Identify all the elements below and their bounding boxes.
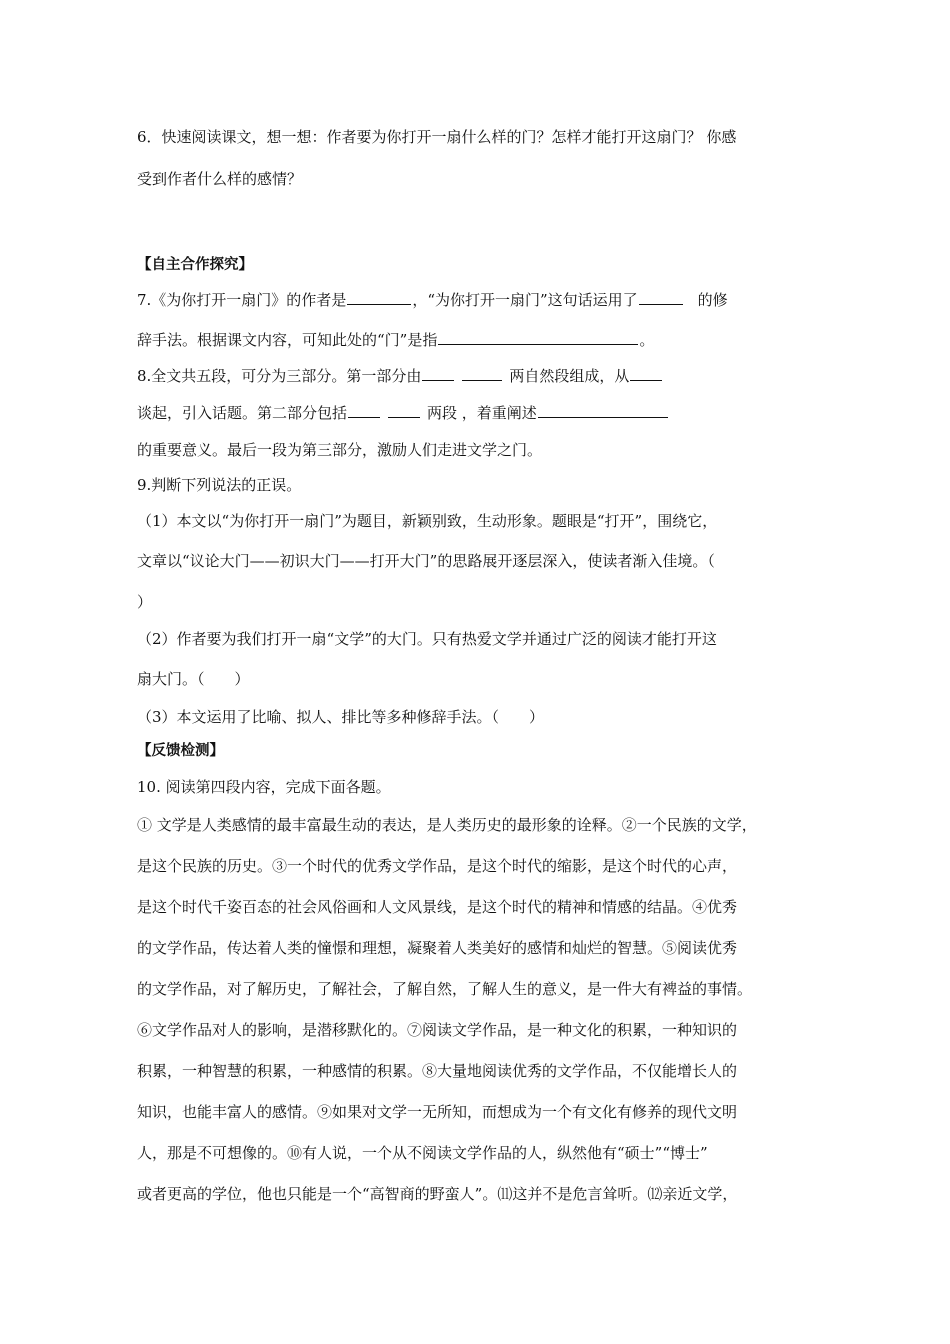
question-8-line-2	[137, 402, 669, 423]
section-heading-explore: 【自主合作探究】	[137, 257, 253, 273]
question-6-line-2: 受到作者什么样的感情？	[137, 170, 303, 188]
question-6-line-1: 6．快速阅读课文，想一想：作者要为你打开一扇什么样的门？怎样才能打开这扇门？ 你感	[137, 128, 737, 146]
question-9-statement-1-line-2: 文章以“议论大门——初识大门——打开大门”的思路展开逐层深入，使读者渐入佳境。（	[137, 552, 715, 570]
q8-blank-4[interactable]	[348, 402, 380, 418]
question-10-title: 10. 阅读第四段内容，完成下面各题。	[137, 778, 391, 796]
question-8-line-1	[137, 365, 663, 386]
question-9-statement-1-line-3: ）	[137, 593, 153, 611]
question-9-statement-3: （3）本文运用了比喻、拟人、排比等多种修辞手法。（ ）	[137, 708, 545, 726]
q7-blank-rhetoric[interactable]	[639, 289, 683, 305]
passage-line: 知识，也能丰富人的感情。⑨如果对文学一无所知，而想成为一个有文化有修养的现代文明	[137, 1103, 738, 1121]
question-9-statement-2-line-2: 扇大门。（ ）	[137, 670, 250, 688]
q8-text-a2: 两自然段组成，从	[509, 367, 630, 385]
q8-blank-1[interactable]	[422, 365, 454, 381]
q7-text-2: ，“为你打开一扇门”这句话运用了	[412, 291, 638, 309]
question-8-line-3: 的重要意义。最后一段为第三部分，激励人们走进文学之门。	[137, 441, 543, 459]
q8-blank-3[interactable]	[630, 365, 662, 381]
q8-blank-2[interactable]	[462, 365, 502, 381]
q7-blank-author[interactable]	[347, 289, 411, 305]
q7-blank-door-meaning[interactable]	[438, 329, 638, 345]
q7-text-5: 。	[639, 331, 655, 349]
q8-text-a1: 8.全文共五段，可分为三部分。第一部分由	[137, 367, 422, 385]
question-9-statement-2-line-1: （2）作者要为我们打开一扇“文学”的大门。只有热爱文学并通过广泛的阅读才能打开这	[137, 630, 717, 648]
passage-line: 或者更高的学位，他也只能是一个“高智商的野蛮人”。⑾这并不是危言耸听。⑿亲近文学，	[137, 1185, 738, 1203]
passage-line: 积累，一种智慧的积累，一种感情的积累。⑧大量地阅读优秀的文学作品，不仅能增长人的	[137, 1062, 738, 1080]
passage-line: 是这个民族的历史。③一个时代的优秀文学作品，是这个时代的缩影，是这个时代的心声，	[137, 857, 738, 875]
q8-text-b1: 谈起，引入话题。第二部分包括	[137, 404, 348, 422]
question-9-statement-1-line-1: （1）本文以“为你打开一扇门”为题目，新颖别致，生动形象。题眼是“打开”，围绕它，	[137, 512, 718, 530]
q8-text-b2: 两段 ，着重阐述	[427, 404, 537, 422]
question-7-line-1	[137, 289, 728, 310]
passage-line: ⑥文学作品对人的影响，是潜移默化的。⑦阅读文学作品，是一种文化的积累，一种知识的	[137, 1021, 738, 1039]
q7-text-1: 7.《为你打开一扇门》的作者是	[137, 291, 347, 309]
q7-text-4: 辞手法。根据课文内容，可知此处的“门”是指	[137, 331, 438, 349]
passage-line: 人，那是不可想像的。⑩有人说，一个从不阅读文学作品的人，纵然他有“硕士”“博士”	[137, 1144, 708, 1162]
q8-blank-6[interactable]	[538, 402, 668, 418]
question-7-line-2	[137, 329, 654, 350]
q8-blank-5[interactable]	[388, 402, 420, 418]
passage-line: ① 文学是人类感情的最丰富最生动的表达，是人类历史的最形象的诠释。②一个民族的文学，	[137, 816, 757, 834]
question-9-title: 9.判断下列说法的正误。	[137, 476, 302, 494]
passage-line: 的文学作品，对了解历史，了解社会，了解自然，了解人生的意义，是一件大有裨益的事情。	[137, 980, 753, 998]
section-heading-feedback: 【反馈检测】	[137, 743, 224, 759]
passage-line: 是这个时代千姿百态的社会风俗画和人文风景线，是这个时代的精神和情感的结晶。④优秀	[137, 898, 738, 916]
passage-line: 的文学作品，传达着人类的憧憬和理想，凝聚着人类美好的感情和灿烂的智慧。⑤阅读优秀	[137, 939, 738, 957]
q7-text-3: 的修	[697, 291, 728, 309]
